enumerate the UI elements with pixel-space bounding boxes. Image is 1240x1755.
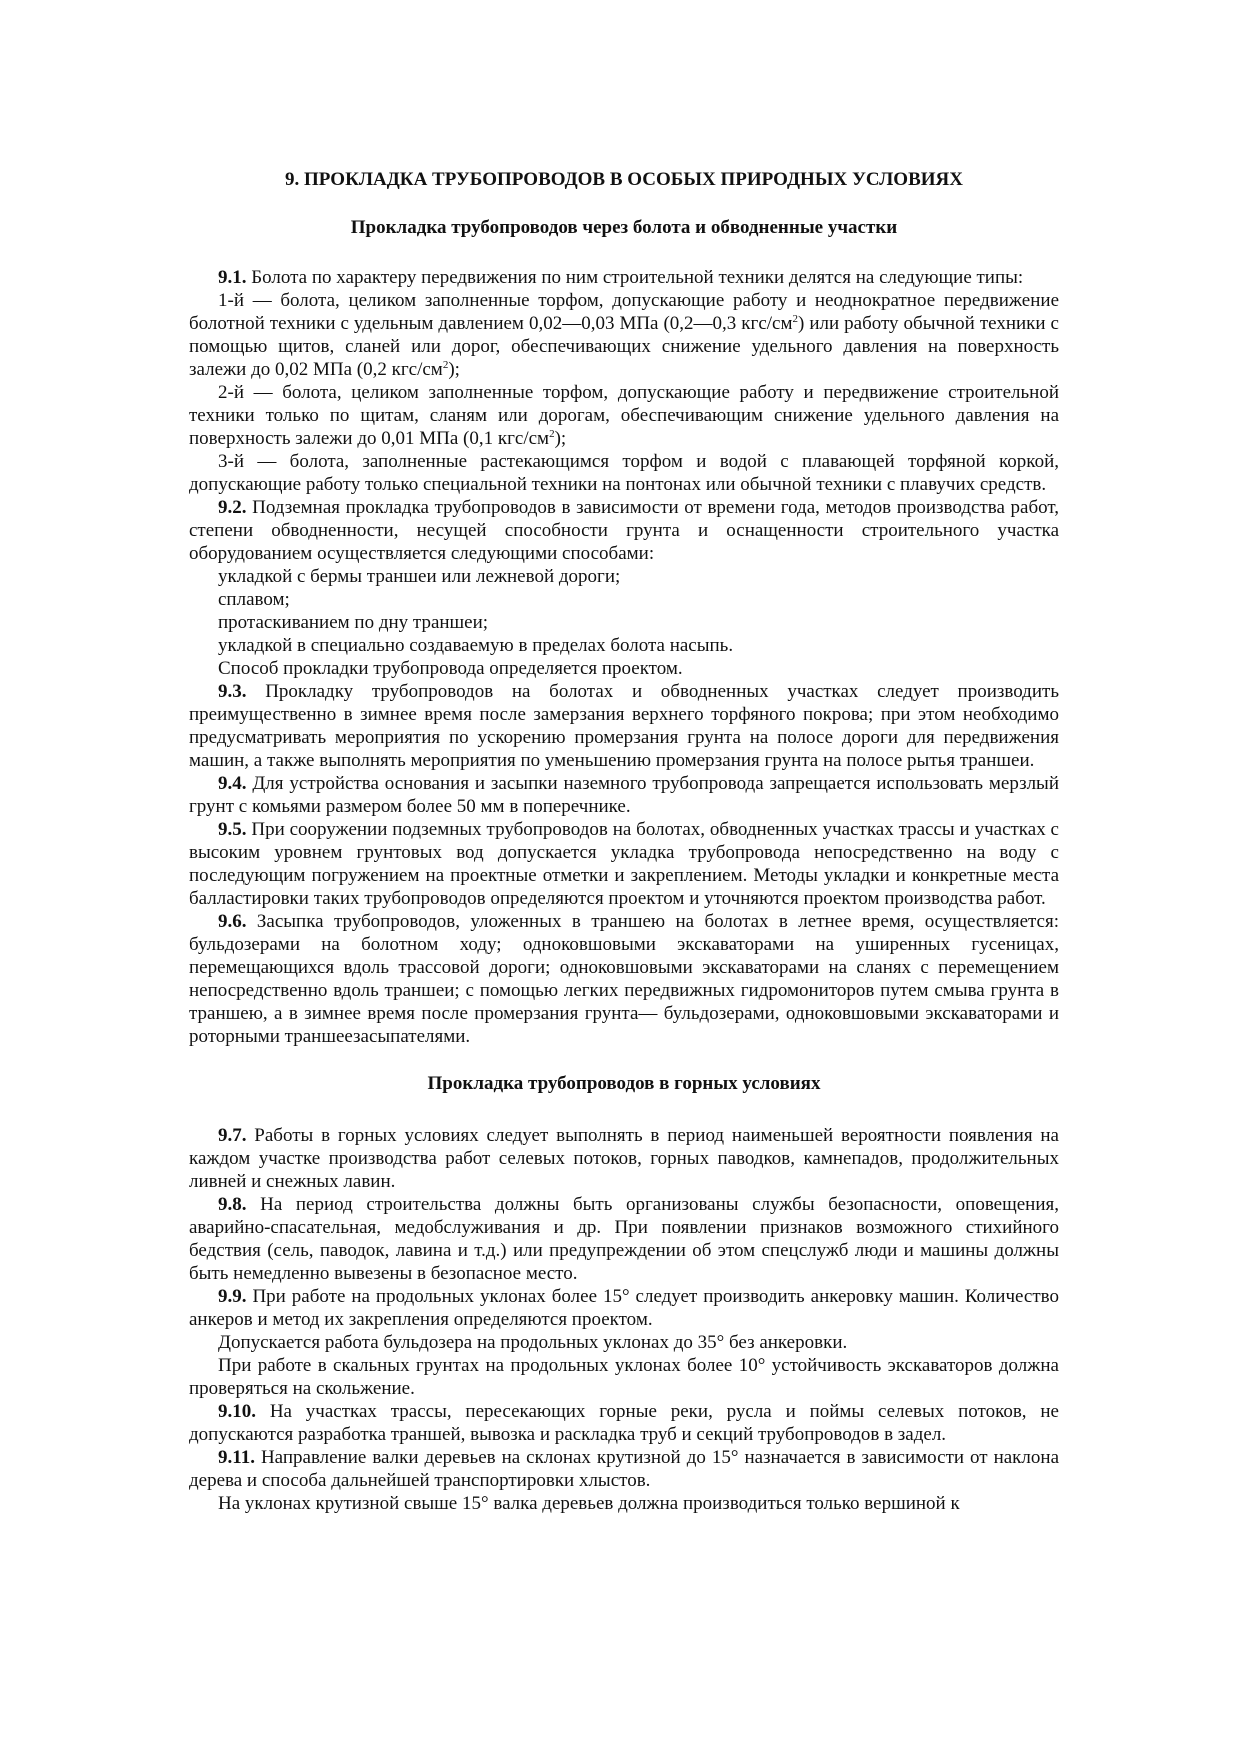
- paragraph-9-9: [189, 1285, 1059, 1331]
- swamp-type-text: );: [554, 428, 567, 449]
- swamp-type-3: 3-й — болота, заполненные растекающимся торфом и водой с плавающей торфяной коркой, допускающие работу только специальной техники на понтонах или обычной техники с плавучих средств.: [189, 451, 1059, 495]
- swamp-type-text: );: [448, 359, 460, 380]
- paragraph-text: Работы в горных условиях следует выполнять в период наименьшей вероятности появления на каждом участке производства работ селевых потоков, горных паводков, камнепадов, продолжительных ливней и снежных лавин.: [189, 1125, 1059, 1192]
- paragraph-9-7: [189, 1124, 1059, 1193]
- method-note: Способ прокладки трубопровода определяется проектом.: [218, 658, 683, 679]
- paragraph-number: 9.2.: [218, 497, 247, 518]
- paragraph-text: На период строительства должны быть организованы службы безопасности, оповещения, аварийно-спасательная, медобслуживания и др. При появлении признаков возможного стихийного бедствия (сель, паводок, лавина и т.д.) или предупреждении об этом спецслужб люди и машины должны быть немедленно вывезены в безопасное место.: [189, 1194, 1059, 1284]
- swamp-type-text: 2-й — болота, целиком заполненные торфом, допускающие работу и передвижение строительной техники только по щитам, сланям или дорогам, обеспечивающим снижение удельного давления на поверхность залежи до 0,01 МПа (0,1 кгс/см: [189, 382, 1059, 449]
- paragraph-number: 9.10.: [218, 1401, 256, 1422]
- swamp-type-text: ) или работу обычной техники с помощью щитов, сланей или дорог, обеспечивающих снижение удельного давления на поверхность залежи до 0,02 МПа (0,2 кгс/см: [189, 313, 1059, 380]
- paragraph-text: Прокладку трубопроводов на болотах и обводненных участках следует производить преимущественно в зимнее время после замерзания верхнего торфяного покрова; при этом необходимо предусматривать мероприятия по ускорению промерзания грунта на полосе дороги для передвижения машин, а также выполнять мероприятия по уменьшению промерзания грунта на полосе рытья траншеи.: [189, 681, 1059, 771]
- section-heading-mountains: Прокладка трубопроводов в горных условиях: [427, 1073, 821, 1094]
- paragraph-text: Для устройства основания и засыпки наземного трубопровода запрещается использовать мерзлый грунт с комьями размером более 50 мм в поперечнике.: [189, 773, 1059, 817]
- paragraph-9-4: [189, 772, 1059, 818]
- paragraph-9-5: [189, 818, 1059, 910]
- paragraph-9-10: [189, 1400, 1059, 1446]
- paragraph-9-9-note-2: При работе в скальных грунтах на продольных уклонах более 10° устойчивость экскаваторов должна проверяться на скольжение.: [189, 1355, 1059, 1399]
- paragraph-9-6: [189, 910, 1059, 1048]
- paragraph-number: 9.9.: [218, 1286, 247, 1307]
- paragraph-number: 9.5.: [218, 819, 247, 840]
- paragraph-9-9-note-1: Допускается работа бульдозера на продольных уклонах до 35° без анкеровки.: [218, 1332, 848, 1353]
- paragraph-text: При сооружении подземных трубопроводов на болотах, обводненных участках трассы и участках с высоким уровнем грунтовых вод допускается укладка трубопровода непосредственно на воду с последующим погружением на проектные отметки и закреплением. Методы укладки и конкретные места балластировки таких трубопроводов определяются проектом и уточняются проектом производства работ.: [189, 819, 1059, 909]
- paragraph-9-1: [189, 266, 1059, 289]
- paragraph-9-8: [189, 1193, 1059, 1285]
- paragraph-number: 9.8.: [218, 1194, 247, 1215]
- superscript: 2: [442, 359, 449, 371]
- paragraph-text: При работе на продольных уклонах более 15° следует производить анкеровку машин. Количество анкеров и метод их закрепления определяются проектом.: [189, 1286, 1059, 1330]
- paragraph-text: На участках трассы, пересекающих горные реки, русла и поймы селевых потоков, не допускаются разработка траншей, вывозка и раскладка труб и секций трубопроводов в задел.: [189, 1401, 1059, 1445]
- paragraph-number: 9.7.: [218, 1125, 247, 1146]
- paragraph-9-2: [189, 496, 1059, 565]
- paragraph-number: 9.1.: [218, 267, 247, 288]
- paragraph-text: Подземная прокладка трубопроводов в зависимости от времени года, методов производства работ, степени обводненности, несущей способности грунта и оснащенности строительного участка оборудованием осуществляется следующими способами:: [189, 497, 1059, 564]
- swamp-type-text: 1-й — болота, целиком заполненные торфом, допускающие работу и неоднократное передвижение болотной техники с удельным давлением 0,02—0,03 МПа (0,2—0,3 кгс/см: [189, 290, 1059, 334]
- method-item: укладкой с бермы траншеи или лежневой дороги;: [218, 566, 621, 587]
- paragraph-9-11-note: На уклонах крутизной свыше 15° валка деревьев должна производиться только вершиной к: [218, 1493, 960, 1514]
- paragraph-number: 9.6.: [218, 911, 247, 932]
- superscript: 2: [549, 428, 555, 440]
- paragraph-text: Болота по характеру передвижения по ним строительной техники делятся на следующие типы:: [246, 267, 1024, 288]
- swamp-type-1: [189, 289, 1059, 381]
- paragraph-number: 9.11.: [218, 1447, 255, 1468]
- section-heading-swamps: Прокладка трубопроводов через болота и обводненные участки: [350, 217, 898, 238]
- paragraph-number: 9.3.: [218, 681, 247, 702]
- page-title: 9. ПРОКЛАДКА ТРУБОПРОВОДОВ В ОСОБЫХ ПРИРОДНЫХ УСЛОВИЯХ: [285, 169, 963, 190]
- paragraph-text: Направление валки деревьев на склонах крутизной до 15° назначается в зависимости от наклона дерева и способа дальнейшей транспортировки хлыстов.: [189, 1447, 1059, 1491]
- paragraph-text: Засыпка трубопроводов, уложенных в траншею на болотах в летнее время, осуществляется: бульдозерами на болотном ходу; одноковшовыми экскаваторами на уширенных гусеницах, перемещающихся вдоль трассовой дороги; одноковшовыми экскаваторами на сланях с перемещением непосредственно вдоль траншеи; с помощью легких передвижных гидромониторов путем смыва грунта в траншею, а в зимнее время после промерзания грунта— бульдозерами, одноковшовыми экскаваторами и роторными траншеезасыпателями.: [189, 911, 1059, 1047]
- paragraph-9-11: [189, 1446, 1059, 1492]
- paragraph-number: 9.4.: [218, 773, 247, 794]
- method-item: протаскиванием по дну траншеи;: [218, 612, 489, 633]
- paragraph-9-3: [189, 680, 1059, 772]
- document-page: [189, 168, 1059, 1515]
- method-item: сплавом;: [218, 589, 290, 610]
- superscript: 2: [792, 313, 798, 325]
- method-item: укладкой в специально создаваемую в пределах болота насыпь.: [218, 635, 734, 656]
- swamp-type-2: [189, 381, 1059, 450]
